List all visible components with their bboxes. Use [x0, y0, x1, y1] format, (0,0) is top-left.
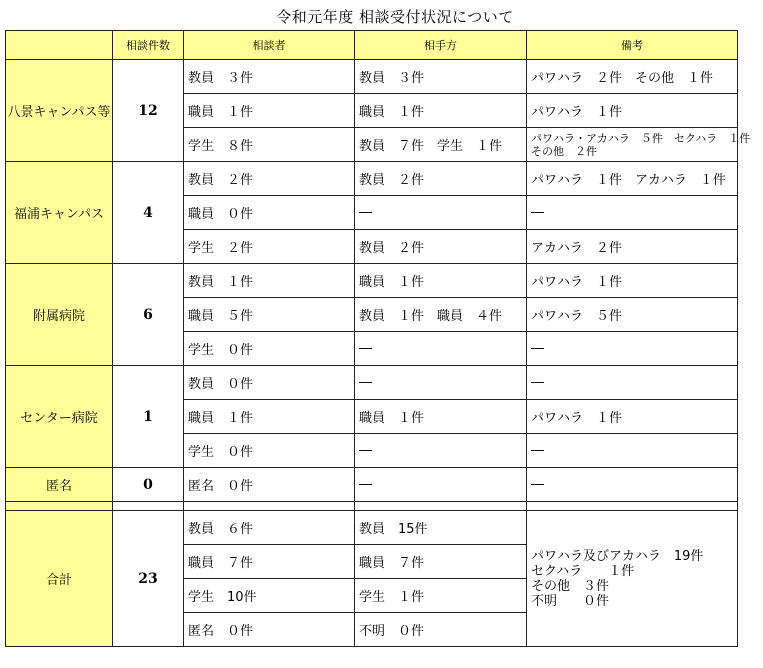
consultant-cell: 匿名 ０件: [184, 468, 355, 502]
consultant-cell: 職員 ０件: [184, 196, 355, 230]
table-row: [6, 366, 738, 400]
total-name: 合計: [6, 511, 113, 647]
counterpart-cell: 不明 ０件: [355, 613, 527, 647]
table-row: [6, 264, 738, 298]
counterpart-cell: 教員 ２件: [355, 230, 527, 264]
counterpart-cell: 教員 ７件 学生 １件: [355, 128, 527, 162]
header-consultant: 相談者: [184, 31, 355, 60]
counterpart-cell: ―: [355, 468, 527, 502]
consultant-cell: 教員 ２件: [184, 162, 355, 196]
group-name: センター病院: [6, 366, 113, 468]
consultant-cell: 教員 １件: [184, 264, 355, 298]
remark-cell: パワハラ ５件: [527, 298, 738, 332]
counterpart-cell: ―: [355, 366, 527, 400]
header-remarks: 備考: [527, 31, 738, 60]
consultant-cell: 職員 １件: [184, 400, 355, 434]
consultant-cell: 教員 ０件: [184, 366, 355, 400]
counterpart-cell: ―: [355, 332, 527, 366]
counterpart-cell: 教員 15件: [355, 511, 527, 545]
consultant-cell: 学生 10件: [184, 579, 355, 613]
consultant-cell: 教員 ６件: [184, 511, 355, 545]
group-count: 6: [113, 264, 184, 366]
group-count: 1: [113, 366, 184, 468]
remark-cell: ―: [527, 468, 738, 502]
remark-cell: パワハラ １件 アカハラ １件: [527, 162, 738, 196]
consultant-cell: 学生 ８件: [184, 128, 355, 162]
table-row: [6, 60, 738, 94]
group-count: 4: [113, 162, 184, 264]
total-count: 23: [113, 511, 184, 647]
consultant-cell: 学生 ２件: [184, 230, 355, 264]
consultation-table: [5, 30, 751, 647]
remark-line: パワハラ及びアカハラ 19件: [531, 548, 704, 564]
counterpart-cell: 学生 １件: [355, 579, 527, 613]
page-title: 令和元年度 相談受付状況について: [276, 8, 514, 26]
group-name: 八景キャンパス等: [6, 60, 113, 162]
consultant-cell: 職員 ５件: [184, 298, 355, 332]
consultant-cell: 職員 １件: [184, 94, 355, 128]
counterpart-cell: 教員 １件 職員 ４件: [355, 298, 527, 332]
table-row: [6, 162, 738, 196]
group-count: 0: [113, 468, 184, 502]
counterpart-cell: 職員 １件: [355, 94, 527, 128]
remark-line: その他 ２件: [531, 144, 597, 158]
remark-cell: ―: [527, 332, 738, 366]
spacer-cell: [355, 502, 527, 511]
table-row: [6, 511, 738, 545]
remark-cell: パワハラ １件: [527, 264, 738, 298]
spacer-row: [6, 502, 738, 511]
spacer-cell: [184, 502, 355, 511]
counterpart-cell: 職員 １件: [355, 400, 527, 434]
header-counterpart: 相手方: [355, 31, 527, 60]
counterpart-cell: 職員 １件: [355, 264, 527, 298]
consultant-cell: 職員 ７件: [184, 545, 355, 579]
total-remarks: [527, 511, 738, 647]
group-name: 福浦キャンパス: [6, 162, 113, 264]
counterpart-cell: 職員 ７件: [355, 545, 527, 579]
group-name: 匿名: [6, 468, 113, 502]
consultant-cell: 学生 ０件: [184, 332, 355, 366]
spacer-cell: [113, 502, 184, 511]
group-count: 12: [113, 60, 184, 162]
remark-cell: パワハラ ２件 その他 １件: [527, 60, 738, 94]
header-corner: [6, 31, 113, 60]
remark-cell: パワハラ １件: [527, 94, 738, 128]
spacer-cell: [527, 502, 738, 511]
consultant-cell: 教員 ３件: [184, 60, 355, 94]
remark-cell: ―: [527, 366, 738, 400]
counterpart-cell: ―: [355, 196, 527, 230]
remark-line: 不明 ０件: [531, 593, 610, 609]
consultant-cell: 匿名 ０件: [184, 613, 355, 647]
remark-cell: パワハラ １件: [527, 400, 738, 434]
counterpart-cell: 教員 ２件: [355, 162, 527, 196]
remark-line: その他 ３件: [531, 578, 610, 594]
remark-cell: ―: [527, 196, 738, 230]
remark-cell: ―: [527, 434, 738, 468]
counterpart-cell: ―: [355, 434, 527, 468]
remark-cell: アカハラ ２件: [527, 230, 738, 264]
header-count: 相談件数: [113, 31, 184, 60]
spacer-cell: [6, 502, 113, 511]
remark-line: セクハラ １件: [531, 563, 635, 579]
remark-cell: [527, 128, 751, 162]
header-row: [6, 31, 738, 60]
table-row: [6, 468, 738, 502]
consultant-cell: 学生 ０件: [184, 434, 355, 468]
group-name: 附属病院: [6, 264, 113, 366]
remark-line: パワハラ・アカハラ ５件 セクハラ １件: [531, 131, 751, 145]
counterpart-cell: 教員 ３件: [355, 60, 527, 94]
